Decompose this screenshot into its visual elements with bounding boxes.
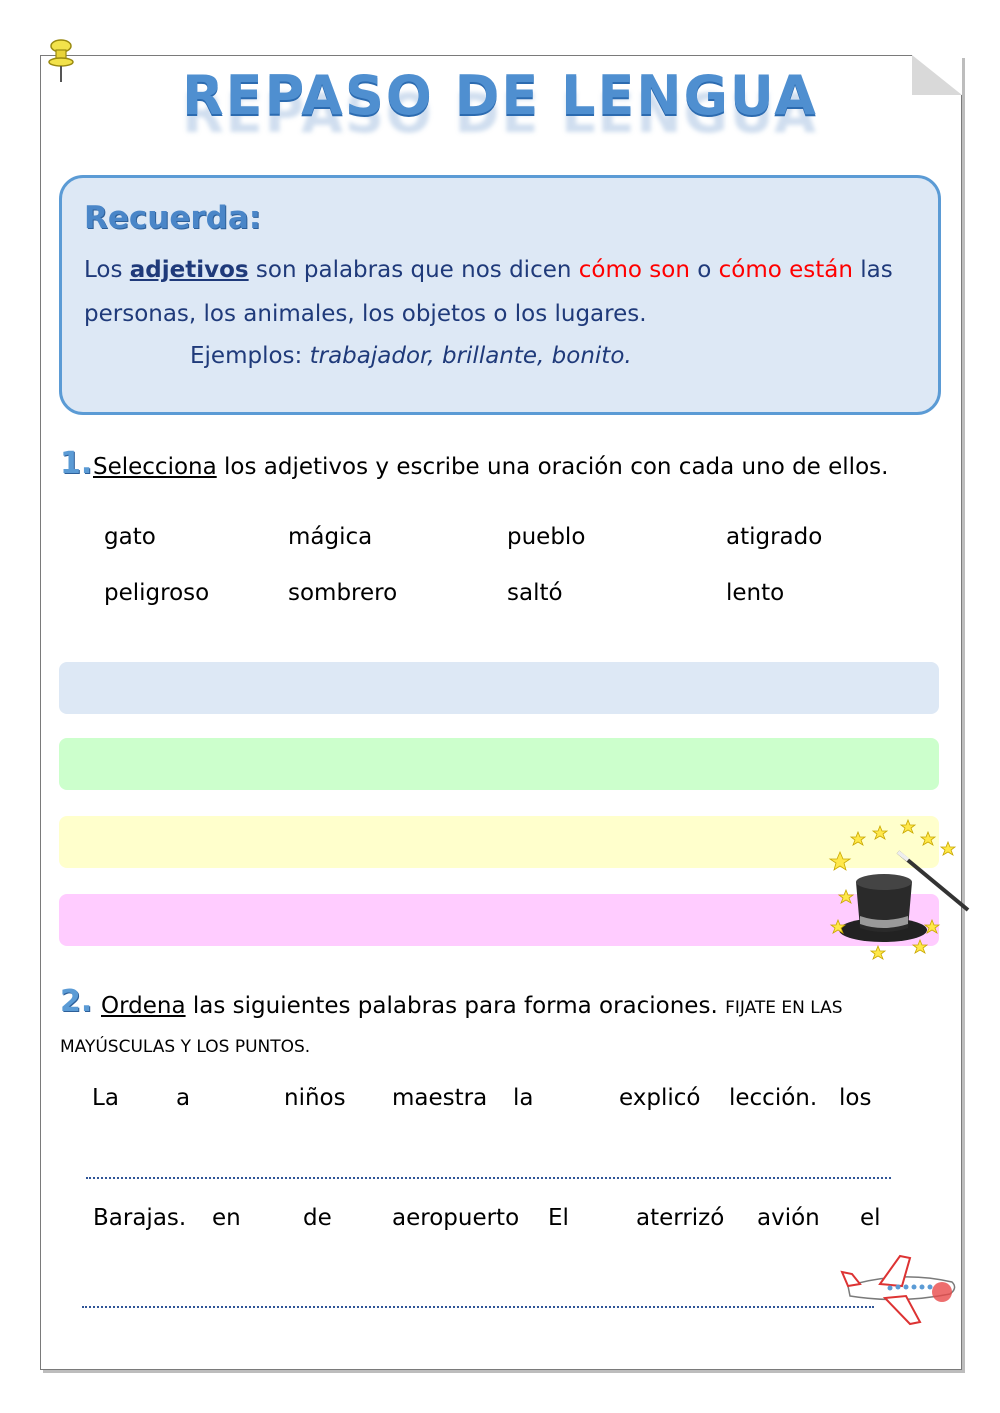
page-title: REPASO DE LENGUA xyxy=(182,64,818,127)
scrambled-word[interactable]: Barajas. xyxy=(93,1205,187,1231)
answer-field-4[interactable] xyxy=(59,894,939,946)
question-2-note: FIJATE EN LAS xyxy=(725,998,843,1018)
question-2-verb: Ordena xyxy=(101,993,186,1019)
airplane-icon xyxy=(840,1250,960,1330)
word-option[interactable]: sombrero xyxy=(288,580,398,606)
reminder-highlight: cómo están xyxy=(718,257,853,283)
scrambled-word[interactable]: El xyxy=(548,1205,569,1231)
scrambled-word[interactable]: aeropuerto xyxy=(392,1205,520,1231)
scrambled-word[interactable]: de xyxy=(303,1205,332,1231)
scrambled-word[interactable]: a xyxy=(176,1085,191,1111)
scrambled-word[interactable]: la xyxy=(513,1085,534,1111)
question-1-prompt xyxy=(93,454,888,480)
reminder-text: son palabras que nos dicen xyxy=(248,257,579,283)
answer-field-2[interactable] xyxy=(59,738,939,790)
answer-field-1[interactable] xyxy=(59,662,939,714)
scrambled-word[interactable]: lección. xyxy=(729,1085,818,1111)
word-option[interactable]: gato xyxy=(104,524,156,550)
examples-label: Ejemplos: xyxy=(190,343,310,369)
reminder-term: adjetivos xyxy=(129,257,249,283)
reminder-heading: Recuerda: xyxy=(84,200,262,236)
scrambled-word[interactable]: avión xyxy=(757,1205,820,1231)
reminder-highlight: cómo son xyxy=(578,257,690,283)
word-option[interactable]: lento xyxy=(726,580,785,606)
word-option[interactable]: saltó xyxy=(507,580,563,606)
question-2-prompt xyxy=(101,993,843,1019)
scrambled-word[interactable]: maestra xyxy=(392,1085,488,1111)
scrambled-word[interactable]: los xyxy=(839,1085,872,1111)
reminder-line-2: personas, los animales, los objetos o los lugares. xyxy=(84,301,647,327)
reminder-line-1 xyxy=(84,257,893,283)
scrambled-word[interactable]: aterrizó xyxy=(636,1205,725,1231)
word-option[interactable]: mágica xyxy=(288,524,373,550)
magic-hat-icon xyxy=(828,812,978,962)
question-2-number: 2. xyxy=(60,984,93,1019)
scrambled-word[interactable]: La xyxy=(92,1085,119,1111)
examples-list: trabajador, brillante, bonito. xyxy=(309,343,632,369)
answer-field-3[interactable] xyxy=(59,816,939,868)
answer-line-2[interactable] xyxy=(82,1306,874,1308)
reminder-text: o xyxy=(689,257,719,283)
scrambled-word[interactable]: explicó xyxy=(619,1085,701,1111)
reminder-examples xyxy=(190,343,632,369)
question-2-rest: las siguientes palabras para forma oraciones. xyxy=(185,993,726,1019)
question-1-rest: los adjetivos y escribe una oración con cada uno de ellos. xyxy=(216,454,889,480)
word-option[interactable]: pueblo xyxy=(507,524,586,550)
word-option[interactable]: peligroso xyxy=(104,580,210,606)
word-option[interactable]: atigrado xyxy=(726,524,823,550)
question-2-note-continued: MAYÚSCULAS Y LOS PUNTOS. xyxy=(60,1037,311,1057)
reminder-text: las xyxy=(852,257,893,283)
question-1-number: 1. xyxy=(60,446,93,481)
answer-line-1[interactable] xyxy=(86,1177,891,1179)
scrambled-word[interactable]: niños xyxy=(284,1085,346,1111)
reminder-text: Los xyxy=(84,257,130,283)
scrambled-word[interactable]: en xyxy=(212,1205,241,1231)
question-1-verb: Selecciona xyxy=(93,454,217,480)
scrambled-word[interactable]: el xyxy=(860,1205,881,1231)
